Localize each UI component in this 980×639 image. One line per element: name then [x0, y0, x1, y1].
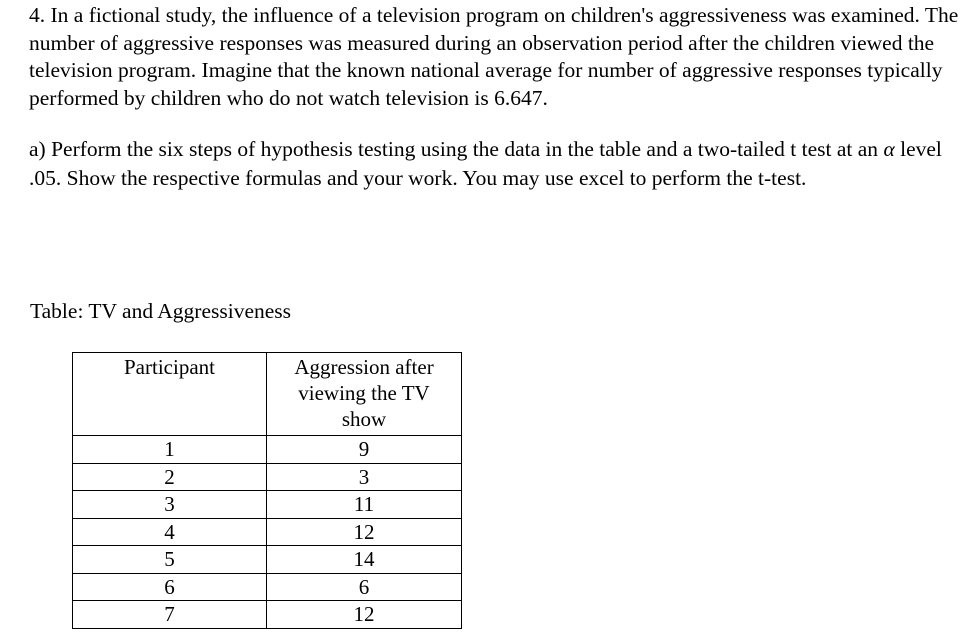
aggression-cell: 6	[267, 573, 462, 601]
aggression-cell: 3	[267, 463, 462, 491]
table-row	[73, 518, 462, 546]
participant-cell: 5	[73, 546, 267, 574]
participant-cell: 3	[73, 491, 267, 519]
participant-cell: 2	[73, 463, 267, 491]
participant-cell: 1	[73, 436, 267, 464]
participant-cell: 4	[73, 518, 267, 546]
table-row	[73, 546, 462, 574]
part-a-instructions	[29, 135, 959, 193]
table-row	[73, 491, 462, 519]
part-a-suffix: level .05. Show the respective formulas and your work. You may use excel to perform the t-test.	[29, 137, 942, 190]
header-participant: Participant	[73, 353, 267, 436]
question-text: 4. In a fictional study, the influence of a television program on children's aggressiveness was examined. The number of aggressive responses was measured during an observation period after the children viewed the television program. Imagine that the known national average for number of aggressive responses typically performed by children who do not watch television is 6.647.	[29, 3, 959, 110]
table-row	[73, 436, 462, 464]
aggression-cell: 9	[267, 436, 462, 464]
aggression-cell: 11	[267, 491, 462, 519]
aggression-cell: 12	[267, 601, 462, 629]
header-aggression: Aggression after viewing the TV show	[267, 353, 462, 436]
participant-cell: 6	[73, 573, 267, 601]
alpha-symbol: α	[883, 137, 895, 161]
table-caption: Table: TV and Aggressiveness	[30, 299, 292, 323]
table-header-row	[73, 353, 462, 436]
participant-cell: 7	[73, 601, 267, 629]
table-row	[73, 463, 462, 491]
aggression-table	[72, 352, 462, 629]
table-row	[73, 601, 462, 629]
table-row	[73, 573, 462, 601]
part-a-prefix: a) Perform the six steps of hypothesis testing using the data in the table and a two-tailed t test at an	[29, 137, 884, 161]
aggression-cell: 14	[267, 546, 462, 574]
aggression-cell: 12	[267, 518, 462, 546]
